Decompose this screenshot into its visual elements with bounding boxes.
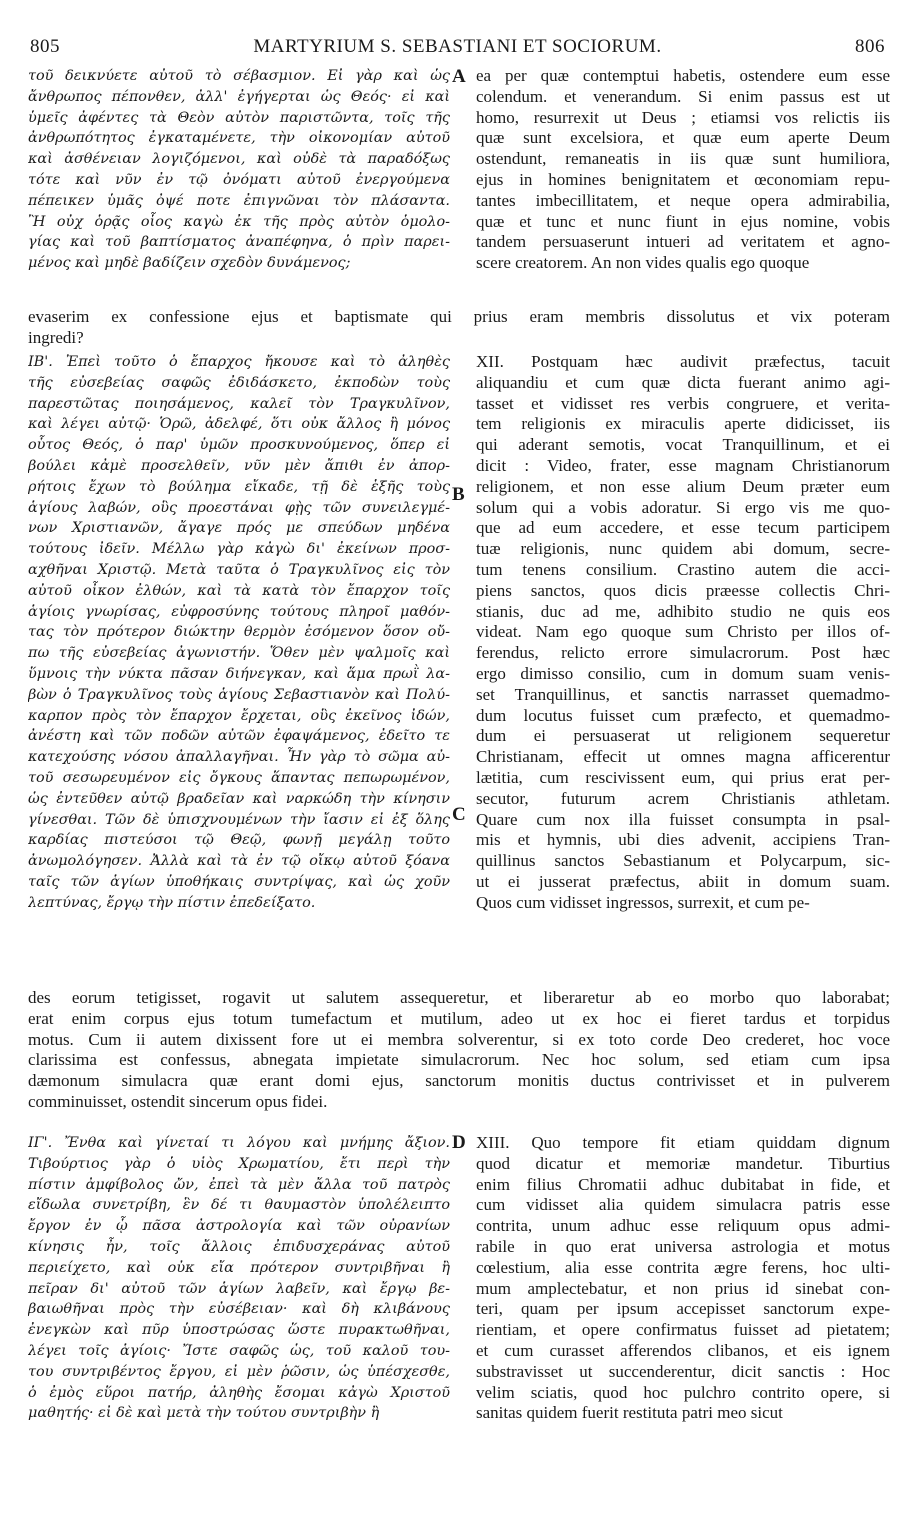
- text-line: πω τῆς εὐσεβείας ἀγωνιστήν. Ὅθεν μὲν ψαλμοῖς καὶ: [28, 645, 450, 662]
- text-line: τούτους ἰδεῖν. Μέλλω γὰρ κἀγὼ δι' ἐκείνων προσ-: [28, 541, 450, 558]
- text-line: γίνεσθαι. Τῶν δὲ ὑπισχνουμένων τὴν ἴασιν εἰ ἐξ ὅλης: [28, 811, 450, 828]
- text-line: motus. Cum ii autem dixissent fore ut ei membra solverentur, si ex toto corde Deo crederet, hoc voce: [28, 1029, 890, 1049]
- text-line: Τιβούρτιος γὰρ ὁ υἱὸς Χρωματίου, ἔτι περὶ τὴν: [28, 1155, 450, 1172]
- text-line: lætitia, cum rescivissent eum, qui prius erat per-: [476, 767, 890, 787]
- text-line: παρεστῶτας ποιησάμενος, καλεῖ τὸν Τραγκυλῖνον,: [28, 395, 450, 412]
- text-line: set Tranquillinus, et sanctis narrasset quemadmo-: [476, 684, 890, 704]
- text-line: γίας καὶ τοῦ βαπτίσματος ἀναπέφηνα, ὁ πρὶν παρει-: [28, 234, 450, 251]
- text-line: des eorum tetigisset, rogavit ut salutem assequeretur, et liberaretur ab eo morbo quo laborabat;: [28, 988, 890, 1007]
- text-line: ΙΓ'. Ἔνθα καὶ γίνεταί τι λόγου καὶ μνήμης ἄξιον.: [28, 1135, 450, 1151]
- text-line: erat enim corpus ejus totum tumefactum et mutilum, adeo ut ex hoc ei fieret tardus et torpidus: [28, 1008, 890, 1028]
- text-line: piens sanctos, quos dicis præesse collectis Chri-: [476, 580, 890, 600]
- text-line: ingredi?: [28, 327, 84, 347]
- text-line: κατεχούσης νόσου ἀπαλλαγῆναι. Ἦν γὰρ τὸ σῶμα αὐ-: [28, 749, 450, 766]
- text-line: tandem persuaserunt intueri ad veritatem et agno-: [476, 232, 890, 252]
- text-line: αχθῆναι Χριστῷ. Μετὰ ταῦτα ὁ Τραγκυλῖνος εἰς τὸν: [28, 561, 450, 578]
- text-line: secutor, futurum acrem Christianis athletam.: [476, 788, 890, 808]
- full-width-paragraph-1: [28, 307, 890, 349]
- text-line: ejus in homines benignitatem et œconomiam repu-: [476, 169, 890, 189]
- text-line: βὼν ὁ Τραγκυλῖνος τοὺς ἁγίους Σεβαστιανὸν καὶ Πολύ-: [28, 686, 450, 703]
- text-line: que ad eum accedere, et esse tecum participem: [476, 518, 890, 538]
- text-line: λέγει τοῖς ἁγίοις· Ἴστε σαφῶς ὡς, τοῦ καλοῦ του-: [28, 1342, 450, 1359]
- text-line: sanitas quidem fuerit restituta patri meo sicut: [476, 1403, 783, 1423]
- text-line: ταῖς τῶν ἁγίων ὑποθήκαις συντρίψας, καὶ ὡς χοῦν: [28, 873, 450, 890]
- text-line: καὶ λέγει αὐτῷ· Ὁρῶ, ἀδελφέ, ὅτι οὐκ ἄλλος ἢ μόνος: [28, 416, 450, 433]
- text-line: λεπτύνας, ἔργῳ τὴν πίστιν ἐπεδείξατο.: [28, 894, 316, 911]
- text-line: tum tenens consilium. Crastino autem die acci-: [476, 559, 890, 579]
- text-line: Quare cum nox illa fuisset consumpta in psal-: [476, 809, 890, 829]
- text-line: tuæ religionis, nunc quidem abi domum, secre-: [476, 539, 890, 559]
- text-line: βούλει κἀμὲ προσελθεῖν, νῦν μὲν ἄπιθι ἐν ἀπορ-: [28, 457, 450, 474]
- text-line: τοῦ σεσωρευμένον εἰς ὄγκους ἅπαντας πεπωρωμένον,: [28, 769, 450, 786]
- text-line: μαθητής· εἰ δὲ καὶ μετὰ τὴν τούτου συντριβὴν ἢ: [28, 1405, 380, 1422]
- latin-column-2: [476, 352, 890, 914]
- text-line: dicit : Video, frater, esse magnam Christianorum: [476, 455, 890, 475]
- text-line: ἔργον ἐν ᾧ πᾶσα ἀστρολογία καὶ τῶν οὐρανίων: [28, 1218, 450, 1235]
- text-line: velim sciatis, quod hoc pulchro contrito opere, si: [476, 1382, 890, 1402]
- text-line: tantes imbecillitatem, et neque opera admirabilia,: [476, 190, 890, 210]
- text-line: ἄνθρωπος πέπονθεν, ἀλλ' ἐγήγερται ὡς Θεός· εἰ καὶ: [28, 88, 450, 105]
- text-line: τοῦ δεικνύετε αὐτοῦ τὸ σέβασμιον. Εἰ γὰρ καὶ ὡς: [28, 68, 450, 84]
- text-line: πεῖραν δι' αὐτοῦ τῶν ἁγίων λαβεῖν, καὶ ἔργῳ βε-: [28, 1280, 450, 1297]
- text-line: comminuisset, ostendit sincerum opus fidei.: [28, 1091, 328, 1111]
- right-page-number: 806: [855, 36, 885, 57]
- text-line: κίνησις ἦν, τοῖς ἄλλοις ἐπιδυσχεράνας αὐτοῦ: [28, 1238, 450, 1255]
- text-line: βαιωθῆναι πρὸς τὴν εὐσέβειαν· καὶ δὴ κλιβάνους: [28, 1301, 450, 1318]
- text-line: evaserim ex confessione ejus et baptismate qui prius eram membris dissolutus et vix poteram: [28, 307, 890, 326]
- latin-column-3: [476, 1133, 890, 1424]
- margin-marker-a: A: [452, 66, 466, 87]
- text-line: ἀνέστη καὶ τῶν ποδῶν αὐτῶν ἐφαψάμενος, ἐδεῖτο τε: [28, 728, 450, 745]
- margin-marker-c: C: [452, 804, 466, 825]
- text-line: ὡς ἐντεῦθεν αὐτῷ βραδεῖαν καὶ ναρκώδη τὴν κίνησιν: [28, 790, 450, 807]
- text-line: ostendunt, remaneatis in iis quæ sunt humiliora,: [476, 149, 890, 169]
- text-line: ρήτοις ἔχων τὸ βούλημα εἴκαδε, τῇ δὲ ἑξῆς τοὺς: [28, 478, 450, 495]
- text-line: του συντριβέντος ἔργου, εἰ μὲν ῥῶσιν, ὡς ὑπέσχεσθε,: [28, 1363, 450, 1380]
- margin-marker-d: D: [452, 1132, 466, 1153]
- text-line: videat. Nam ego quoque sum Christo per illos of-: [476, 622, 890, 642]
- text-line: quæ sunt excelsiora, et quæ eum aperte Deum: [476, 128, 890, 148]
- text-line: mis et hymnis, ubi dies advenit, accipiens Tran-: [476, 830, 890, 850]
- text-line: Christianam, effecit ut omnes magna afficerentur: [476, 747, 890, 767]
- text-line: rabile in quo erat universa astrologia et motus: [476, 1236, 890, 1256]
- text-line: ὁ ἐμὸς εὕροι πατήρ, ἀληθὴς ἔσομαι κἀγὼ Χριστοῦ: [28, 1384, 450, 1401]
- text-line: XIII. Quo tempore fit etiam quiddam dignum: [476, 1133, 890, 1152]
- text-line: καρπον πρὸς τὸν ἔπαρχον ἔρχεται, οὓς ἐκεῖνος ἰδών,: [28, 707, 450, 724]
- text-line: πέπεικεν ὑμᾶς ὀψέ ποτε ἐπιγνῶναι τὸν πλάσαντα.: [28, 192, 450, 209]
- text-line: mum amplectebatur, et non prius id sinebat con-: [476, 1278, 890, 1298]
- text-line: ἐνεγκὼν καὶ πῦρ ὑποστρώσας ὥστε πυρακτωθῆναι,: [28, 1322, 450, 1339]
- text-line: ἀνθρωπότητος ἐγκαταμένετε, τὴν οἰκονομίαν αὐτοῦ: [28, 130, 450, 147]
- text-line: XII. Postquam hæc audivit præfectus, tacuit: [476, 352, 890, 371]
- text-line: τότε καὶ νῦν ἐν τῷ ὀνόματι αὐτοῦ ἐνεργούμενα: [28, 171, 450, 188]
- text-line: substravisset ut succenderentur, dicit sanctis : Hoc: [476, 1361, 890, 1381]
- text-line: quæ et tunc et nunc fiunt in ejus nomine, vobis: [476, 211, 890, 231]
- text-line: Ἢ οὐχ ὁρᾷς οἷος καγὼ ἐκ τῆς πρὸς αὐτὸν ὁμολο-: [28, 213, 450, 230]
- text-line: ea per quæ contemptui habetis, ostendere eum esse: [476, 66, 890, 85]
- text-line: aliquandiu et cum quæ dicta fuerant animo agi-: [476, 372, 890, 392]
- text-line: solum qui a vobis adoratur. Si ergo vis me quo-: [476, 497, 890, 517]
- text-line: dum ei persuaserat ut religionem sequeretur: [476, 726, 890, 746]
- latin-column-1: [476, 66, 890, 274]
- text-line: νων Χριστιανῶν, ἄγαγε πρός με σπεύδων μηδένα: [28, 520, 450, 537]
- full-width-paragraph-2: [28, 988, 890, 1113]
- running-title: MARTYRIUM S. SEBASTIANI ET SOCIORUM.: [253, 36, 662, 57]
- text-line: cœlestium, alia esse contrita ægre ferens, hoc ulti-: [476, 1257, 890, 1277]
- text-line: τῆς εὐσεβείας σαφῶς ἐδιδάσκετο, ἐκποδὼν τοὺς: [28, 374, 450, 391]
- text-line: enim filius Chromatii adhuc dubitabat in fide, et: [476, 1174, 890, 1194]
- greek-column-2: [28, 352, 450, 914]
- text-line: ἁγίους λαβών, οὓς προεστάναι φῂς τῶν συνειλεγμέ-: [28, 499, 450, 516]
- text-line: clarissima est confessus, abnegata impietate simulacrorum. Nec hoc solum, sed etiam cum ipsa: [28, 1050, 890, 1070]
- text-line: quod dicatur et memoriæ mandetur. Tiburtius: [476, 1153, 890, 1173]
- text-line: ὕμνοις τὴν νύκτα πᾶσαν διήνεγκαν, καὶ ἅμα πρωῒ λα-: [28, 665, 450, 682]
- text-line: religionem, et non esse alium Deum præter eum: [476, 476, 890, 496]
- text-line: quillinus sanctos Sebastianum et Polycarpum, sic-: [476, 851, 890, 871]
- text-line: contrita, unum adhuc esse reliquum opus admi-: [476, 1216, 890, 1236]
- text-line: μένος καὶ μηδὲ βαδίζειν σχεδὸν δυνάμενος;: [28, 255, 351, 272]
- text-line: Quos cum vidisset ingressos, surrexit, et cum pe-: [476, 892, 810, 912]
- text-line: πίστιν ἀμφίβολος ὤν, ἐπεὶ τὰ μὲν ἄλλα τοῦ πατρὸς: [28, 1176, 450, 1193]
- margin-marker-b: B: [452, 484, 465, 505]
- text-line: ΙΒ'. Ἐπεὶ τοῦτο ὁ ἔπαρχος ἤκουσε καὶ τὸ ἀληθὲς: [28, 354, 450, 370]
- text-line: dæmonum simulacra quæ erant domi ejus, sanctorum monitis ductus contrivisset et in pulverem: [28, 1071, 890, 1091]
- text-line: et cum curasset afferendos clibanos, et eis ignem: [476, 1340, 890, 1360]
- text-line: homo, resurrexit ut Deus ; etiamsi vos relictis iis: [476, 107, 890, 127]
- text-line: teri, quam per ipsum accepisset sanctorum expe-: [476, 1299, 890, 1319]
- text-line: colendum. et venerandum. Si enim passus est ut: [476, 86, 890, 106]
- text-line: ferendus, relicto errore simulacrorum. Post hæc: [476, 643, 890, 663]
- text-line: περιείχετο, καὶ οὐκ εἴα πρότερον συντριβῆναι ἢ: [28, 1259, 450, 1276]
- text-line: tasset et vidisset res verbis congruere, et verita-: [476, 393, 890, 413]
- text-line: qui aderant semotis, vocat Tranquillinum, et ei: [476, 435, 890, 455]
- text-line: ergo dimisso consilio, cum in domum suam venis-: [476, 663, 890, 683]
- text-line: scere creatorem. An non vides qualis ego quoque: [476, 253, 810, 273]
- text-line: ἁγίοις γνωρίσας, εὐφροσύνης τούτους πληροῖ μαθόν-: [28, 603, 450, 620]
- greek-column-3: [28, 1133, 450, 1424]
- text-line: rientiam, et opere confirmatus fuisset ad pietatem;: [476, 1320, 890, 1340]
- text-line: οὗτος Θεός, ὁ παρ' ὑμῶν προσκυνούμενος, ὅπερ εἰ: [28, 437, 450, 454]
- text-line: dum locutus fuisset cum præfecto, et quemadmo-: [476, 705, 890, 725]
- page-header: [30, 36, 885, 60]
- text-line: καρδίας πιστεύσοι τῷ Θεῷ, φωνῇ μεγάλῃ τοῦτο: [28, 832, 450, 849]
- text-line: tem religionis ex miraculis aperte didicisset, iis: [476, 414, 890, 434]
- text-line: stianis, duc ad me, adhibito studio ne quis eos: [476, 601, 890, 621]
- text-line: ἀνωμολόγησεν. Ἀλλὰ καὶ τὰ ἐν τῷ οἴκῳ αὐτοῦ ξόανα: [28, 853, 450, 870]
- text-line: ὑμεῖς ἀφέντες τὰ Θεὸν αὐτὸν παριστῶντα, τοῖς τῆς: [28, 109, 450, 126]
- text-line: cum vidisset alia quidem simulacra patris esse: [476, 1195, 890, 1215]
- text-line: ut ei jusserat præfectus, abiit in domum suam.: [476, 871, 890, 891]
- greek-column-1: [28, 66, 450, 274]
- left-page-number: 805: [30, 36, 60, 57]
- text-line: αὐτοῦ οἶκον ἐλθών, καὶ τὰ κατὰ τὸν ἔπαρχον τοῖς: [28, 582, 450, 599]
- text-line: τας τὸν πρότερον διώκτην θερμὸν ἐσόμενον ὅσον οὔ-: [28, 624, 450, 641]
- text-line: καὶ ἀσθένειαν λογιζόμενοι, καὶ οὐδὲ τὰ παραδόξως: [28, 151, 450, 168]
- text-line: εἴδωλα συνετρίβη, ἓν δέ τι θαυμαστὸν ὑπολέλειπτο: [28, 1197, 450, 1214]
